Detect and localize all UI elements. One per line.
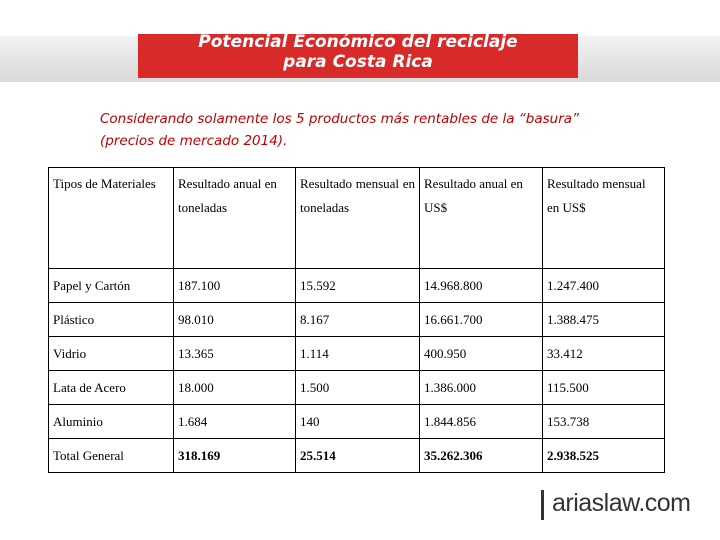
header-materials: Tipos de Materiales xyxy=(49,168,174,269)
slide-title xyxy=(138,32,578,72)
cell-monthly-usd: 115.500 xyxy=(543,371,665,405)
table-row xyxy=(49,371,665,405)
cell-annual-usd: 400.950 xyxy=(420,337,543,371)
cell-monthly-usd: 153.738 xyxy=(543,405,665,439)
cell-monthly-usd: 1.388.475 xyxy=(543,303,665,337)
cell-material: Total General xyxy=(49,439,174,473)
cell-monthly-tons: 8.167 xyxy=(296,303,420,337)
cell-annual-usd: 1.386.000 xyxy=(420,371,543,405)
cell-monthly-tons: 15.592 xyxy=(296,269,420,303)
ariaslaw-logo: ariaslaw.com xyxy=(552,489,691,517)
cell-annual-tons: 98.010 xyxy=(174,303,296,337)
cell-annual-usd: 16.661.700 xyxy=(420,303,543,337)
slide-subtitle-line1: Considerando solamente los 5 productos más rentables de la “basura” xyxy=(100,111,580,127)
cell-material: Papel y Cartón xyxy=(49,269,174,303)
table-row xyxy=(49,303,665,337)
logo-divider xyxy=(541,490,544,520)
cell-material: Aluminio xyxy=(49,405,174,439)
cell-monthly-tons: 140 xyxy=(296,405,420,439)
header-annual-tons: Resultado anual en toneladas xyxy=(174,168,296,269)
header-monthly-tons: Resultado mensual en toneladas xyxy=(296,168,420,269)
cell-annual-tons: 318.169 xyxy=(174,439,296,473)
slide-subtitle-line2: (precios de mercado 2014). xyxy=(100,133,288,149)
table-row xyxy=(49,405,665,439)
table-row xyxy=(49,337,665,371)
cell-material: Plástico xyxy=(49,303,174,337)
cell-annual-usd: 14.968.800 xyxy=(420,269,543,303)
cell-material: Vidrio xyxy=(49,337,174,371)
slide-title-line1: Potencial Económico del reciclaje xyxy=(198,32,518,52)
table-total-row xyxy=(49,439,665,473)
cell-annual-usd: 35.262.306 xyxy=(420,439,543,473)
header-annual-usd: Resultado anual en US$ xyxy=(420,168,543,269)
slide-subtitle xyxy=(100,108,660,152)
slide-title-line2: para Costa Rica xyxy=(283,52,433,72)
cell-annual-tons: 13.365 xyxy=(174,337,296,371)
cell-monthly-usd: 33.412 xyxy=(543,337,665,371)
table-header-row xyxy=(49,168,665,269)
recycling-table xyxy=(48,167,665,473)
cell-monthly-tons: 1.114 xyxy=(296,337,420,371)
cell-annual-tons: 1.684 xyxy=(174,405,296,439)
cell-monthly-usd: 1.247.400 xyxy=(543,269,665,303)
table-row xyxy=(49,269,665,303)
cell-annual-tons: 18.000 xyxy=(174,371,296,405)
cell-monthly-tons: 25.514 xyxy=(296,439,420,473)
cell-monthly-tons: 1.500 xyxy=(296,371,420,405)
cell-annual-tons: 187.100 xyxy=(174,269,296,303)
header-monthly-usd: Resultado mensual en US$ xyxy=(543,168,665,269)
cell-material: Lata de Acero xyxy=(49,371,174,405)
cell-annual-usd: 1.844.856 xyxy=(420,405,543,439)
cell-monthly-usd: 2.938.525 xyxy=(543,439,665,473)
